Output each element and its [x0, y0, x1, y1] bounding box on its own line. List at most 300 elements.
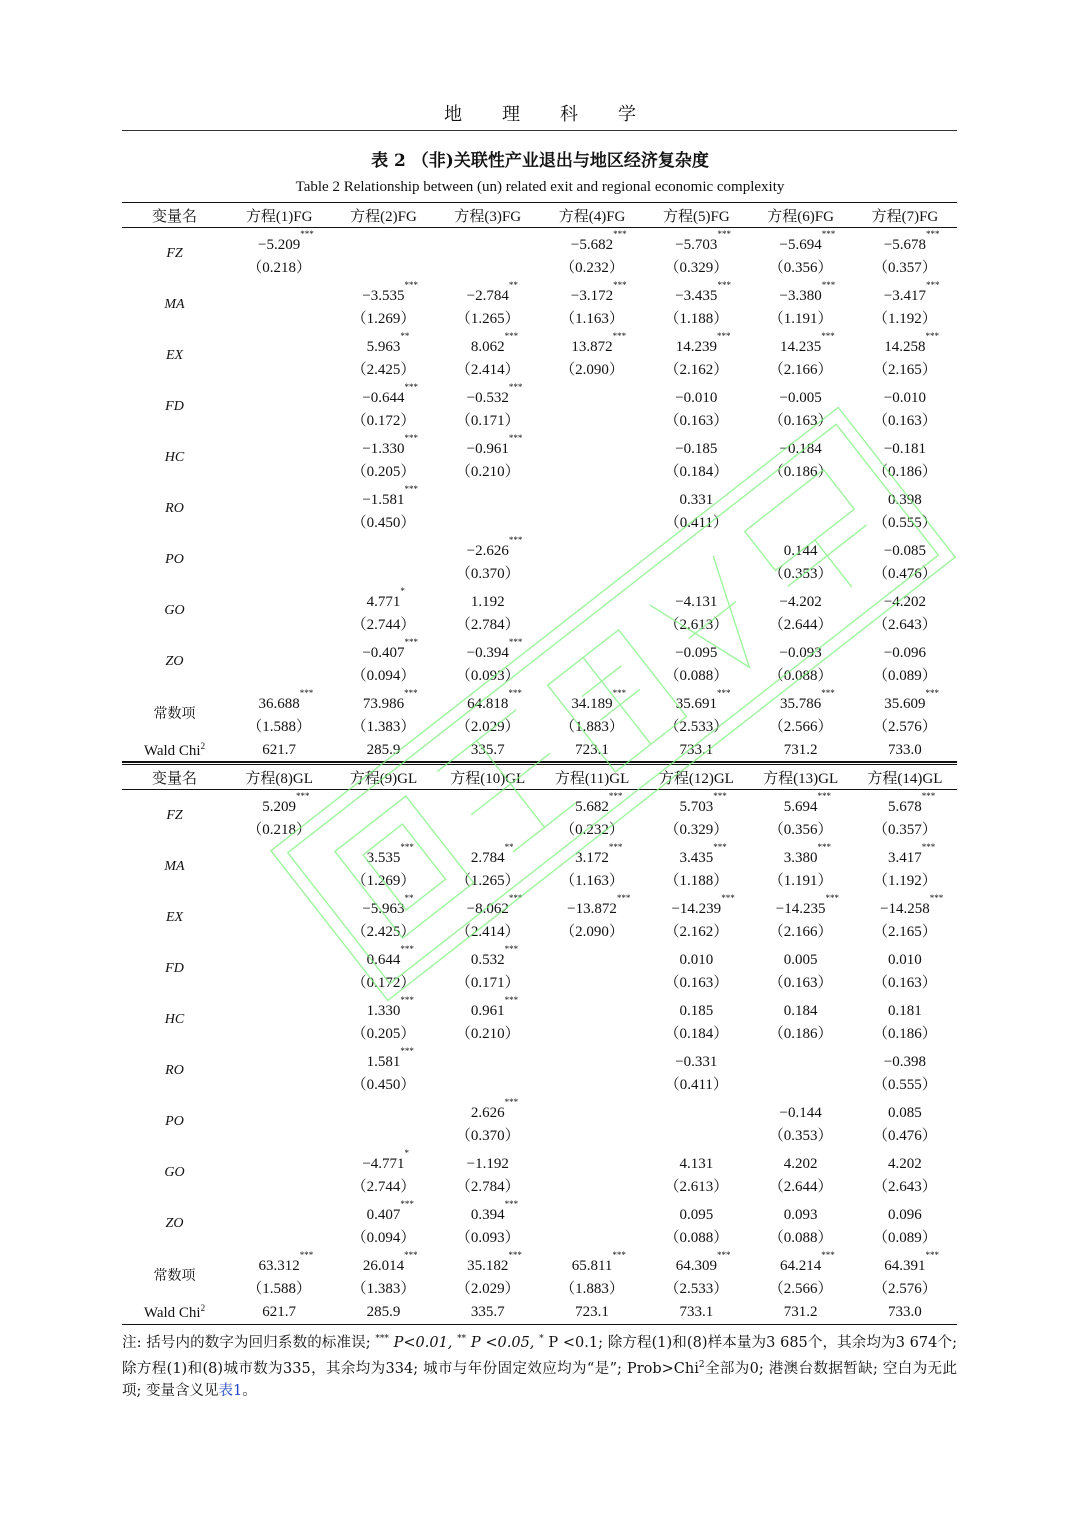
footnote-text: 全部为0; 港澳台数据暂缺; 空白为无此项; 变量含义见 — [122, 1360, 957, 1399]
coefficient-cell — [853, 279, 957, 305]
significance-stars: *** — [608, 791, 623, 801]
standard-error-cell: （2.162） — [664, 924, 729, 940]
standard-error-cell: （0.088） — [664, 1230, 729, 1246]
coefficient-cell — [227, 943, 331, 969]
footnote-sup: * — [539, 1334, 544, 1344]
coefficient-cell — [436, 483, 540, 509]
table-row — [122, 1147, 957, 1173]
standard-error-cell — [644, 1122, 748, 1147]
coefficient-value: 64.818 *** — [467, 688, 522, 712]
coefficient-cell — [436, 534, 540, 560]
coefficient-cell — [540, 381, 644, 407]
footnote-text: P<0.01, — [388, 1334, 458, 1351]
standard-error-cell: （2.613） — [664, 617, 729, 633]
standard-error-cell — [331, 1122, 435, 1147]
coefficient-cell — [644, 585, 748, 611]
standard-error-cell: （2.576） — [873, 719, 937, 735]
footnote-text: 。 — [242, 1382, 257, 1399]
coefficient-cell — [227, 687, 331, 713]
standard-error-cell: （1.883） — [560, 1281, 624, 1297]
standard-error-cell — [540, 611, 644, 636]
significance-stars: *** — [925, 331, 940, 341]
coefficient-cell — [436, 841, 540, 867]
wald-value: 335.7 — [470, 741, 505, 758]
significance-stars: *** — [504, 944, 519, 954]
coefficient-cell — [748, 1147, 852, 1173]
standard-error-cell — [227, 407, 331, 432]
coefficient-cell — [748, 994, 852, 1020]
significance-stars: ** — [508, 280, 518, 290]
standard-error-cell: （2.744） — [351, 1179, 416, 1195]
standard-error-cell: （2.566） — [768, 1281, 833, 1297]
coefficient-cell — [331, 534, 435, 560]
coefficient-value: −8.062 *** — [466, 893, 523, 917]
standard-error-cell: （2.029） — [455, 719, 520, 735]
coefficient-cell — [331, 1045, 435, 1071]
standard-error-cell: （2.166） — [768, 924, 833, 940]
table-row — [122, 611, 957, 636]
coefficient-cell — [644, 790, 748, 816]
standard-error-cell — [227, 969, 331, 994]
significance-stars: *** — [817, 791, 831, 801]
coefficient-cell — [644, 1249, 748, 1275]
standard-error-cell — [748, 1071, 852, 1096]
coefficient-value: −2.626 *** — [466, 535, 523, 559]
significance-stars: *** — [716, 331, 731, 341]
coefficient-cell — [436, 1249, 540, 1275]
standard-error-cell: （0.184） — [664, 464, 729, 480]
coefficient-cell — [644, 687, 748, 713]
standard-error-cell: （0.089） — [873, 668, 937, 684]
coefficient-cell — [540, 943, 644, 969]
coefficient-cell — [853, 1096, 957, 1122]
standard-error-cell: （0.088） — [768, 668, 833, 684]
significance-stars: *** — [504, 1199, 519, 1209]
significance-stars: *** — [613, 229, 627, 239]
coefficient-value: 5.963 ** — [366, 331, 410, 355]
standard-error-cell: （0.555） — [873, 1077, 937, 1093]
coefficient-value: 34.189 *** — [571, 688, 627, 712]
standard-error-cell — [227, 1122, 331, 1147]
coefficient-value: −3.535 *** — [362, 280, 419, 304]
wald-label-sup: 2 — [200, 1302, 206, 1313]
standard-error-cell — [436, 509, 540, 534]
standard-error-cell: （0.357） — [873, 822, 937, 838]
standard-error-cell: （0.370） — [455, 1128, 520, 1144]
table-row — [122, 534, 957, 560]
significance-stars: *** — [821, 280, 836, 290]
coefficient-cell — [540, 790, 644, 816]
coefficient-value: 5.209 *** — [262, 791, 310, 815]
coefficient-value: −3.417 *** — [883, 280, 940, 304]
standard-error-cell — [540, 1122, 644, 1147]
standard-error-cell: （2.644） — [768, 617, 833, 633]
coefficient-cell — [853, 943, 957, 969]
table-row — [122, 254, 957, 279]
coefficient-cell — [331, 1147, 435, 1173]
coefficient-cell — [748, 483, 852, 509]
coefficient-cell — [748, 1045, 852, 1071]
coefficient-value: 3.535 *** — [366, 842, 414, 866]
standard-error-cell: （1.191） — [768, 311, 833, 327]
wald-value: 621.7 — [262, 1303, 297, 1320]
standard-error-cell: （1.265） — [455, 873, 520, 889]
header-equation: 方程(2)FG — [331, 203, 435, 228]
variable-name: MA — [164, 858, 185, 874]
standard-error-cell — [227, 611, 331, 636]
coefficient-value: −0.093 — [779, 645, 822, 661]
coefficient-cell — [748, 1198, 852, 1224]
standard-error-cell: （2.566） — [768, 719, 833, 735]
standard-error-cell: （0.476） — [873, 1128, 937, 1144]
coefficient-value: −0.144 — [779, 1105, 822, 1121]
significance-stars: *** — [612, 688, 627, 698]
coefficient-value: −14.258 *** — [880, 893, 944, 917]
standard-error-cell — [540, 1224, 644, 1249]
wald-value: 733.0 — [888, 1303, 922, 1320]
standard-error-cell: （1.383） — [351, 719, 416, 735]
coefficient-value: −0.085 — [883, 543, 927, 559]
coefficient-cell — [540, 228, 644, 255]
coefficient-value: 5.678 *** — [888, 791, 936, 815]
table-row — [122, 1045, 957, 1071]
significance-stars: *** — [921, 842, 936, 852]
coefficient-value: −4.202 — [779, 594, 822, 610]
significance-stars: *** — [504, 1097, 519, 1107]
table-fg-header — [122, 203, 957, 228]
coefficient-cell — [748, 381, 852, 407]
coefficient-value: 1.192 — [470, 594, 505, 610]
coefficient-cell — [644, 994, 748, 1020]
coefficient-value: 36.688 *** — [258, 688, 314, 712]
standard-error-cell: （0.186） — [873, 464, 937, 480]
variable-name: RO — [165, 500, 184, 516]
coefficient-cell — [853, 1045, 957, 1071]
coefficient-cell — [644, 1147, 748, 1173]
standard-error-cell: （0.093） — [455, 668, 520, 684]
coefficient-cell — [644, 432, 748, 458]
significance-stars: *** — [404, 1250, 418, 1260]
significance-stars: * — [400, 586, 405, 596]
standard-error-cell: （2.165） — [873, 362, 937, 378]
footnote-sup: 2 — [698, 1359, 705, 1370]
table-row — [122, 1122, 957, 1147]
footnote-sup: ** — [457, 1334, 467, 1344]
significance-stars: *** — [821, 229, 836, 239]
standard-error-cell: （2.425） — [351, 924, 416, 940]
coefficient-cell — [644, 943, 748, 969]
table-row — [122, 892, 957, 918]
wald-row — [122, 1300, 957, 1325]
coefficient-value: 3.435 *** — [679, 842, 727, 866]
variable-name: EX — [165, 347, 184, 363]
coefficient-value: 35.609 *** — [884, 688, 940, 712]
coefficient-cell — [853, 994, 957, 1020]
coefficient-cell — [540, 636, 644, 662]
significance-stars: *** — [400, 995, 414, 1005]
coefficient-value: 2.784 ** — [470, 842, 514, 866]
coefficient-cell — [644, 636, 748, 662]
coefficient-cell — [331, 790, 435, 816]
significance-stars: *** — [508, 382, 523, 392]
variable-name: FZ — [166, 245, 183, 261]
coefficient-cell — [436, 636, 540, 662]
standard-error-cell: （0.232） — [560, 822, 624, 838]
coefficient-cell — [436, 330, 540, 356]
significance-stars: *** — [400, 1199, 414, 1209]
significance-stars: *** — [404, 280, 419, 290]
coefficient-value: −4.131 — [675, 594, 718, 610]
significance-stars: *** — [717, 280, 731, 290]
header-equation: 方程(1)FG — [227, 203, 331, 228]
coefficient-value: 35.786 *** — [780, 688, 835, 712]
standard-error-cell — [227, 560, 331, 585]
significance-stars: *** — [508, 535, 523, 545]
standard-error-cell: （1.188） — [664, 873, 729, 889]
standard-error-cell: （0.172） — [351, 413, 416, 429]
coefficient-cell — [436, 585, 540, 611]
standard-error-cell: （0.411） — [664, 515, 728, 531]
wald-value: 731.2 — [783, 741, 818, 758]
coefficient-value: 3.417 *** — [888, 842, 936, 866]
coefficient-cell — [644, 381, 748, 407]
standard-error-cell: （0.094） — [351, 668, 416, 684]
coefficient-cell — [227, 892, 331, 918]
standard-error-cell: （1.883） — [560, 719, 624, 735]
standard-error-cell: （0.218） — [247, 260, 312, 276]
standard-error-cell: （0.555） — [873, 515, 937, 531]
standard-error-cell: （1.163） — [560, 311, 624, 327]
coefficient-cell — [748, 892, 852, 918]
coefficient-cell — [436, 228, 540, 255]
wald-label — [122, 738, 227, 763]
coefficient-value: 2.626 *** — [470, 1097, 519, 1121]
coefficient-cell — [436, 381, 540, 407]
standard-error-cell: （1.269） — [351, 311, 416, 327]
significance-stars: *** — [504, 331, 519, 341]
standard-error-cell — [227, 1071, 331, 1096]
standard-error-cell: （1.383） — [351, 1281, 416, 1297]
coefficient-cell — [331, 279, 435, 305]
standard-error-cell — [540, 509, 644, 534]
standard-error-cell: （0.093） — [455, 1230, 520, 1246]
standard-error-cell: （0.476） — [873, 566, 937, 582]
standard-error-cell: （0.171） — [455, 413, 520, 429]
coefficient-cell — [748, 228, 852, 255]
table1-link[interactable]: 表1 — [218, 1382, 243, 1399]
coefficient-value: 4.131 — [679, 1156, 714, 1172]
standard-error-cell: （2.744） — [351, 617, 416, 633]
coefficient-value: 0.010 — [679, 952, 714, 968]
table-row — [122, 1224, 957, 1249]
standard-error-cell: （0.163） — [873, 413, 937, 429]
table-title-en: Table 2 Relationship between (un) related exit and regional economic complexity — [295, 179, 785, 195]
coefficient-cell — [853, 1198, 957, 1224]
table-row — [122, 994, 957, 1020]
variable-name: ZO — [165, 1215, 184, 1231]
standard-error-cell: （0.094） — [351, 1230, 416, 1246]
coefficient-value: 3.172 *** — [575, 842, 623, 866]
coefficient-cell — [540, 1096, 644, 1122]
table-row — [122, 687, 957, 713]
standard-error-cell: （1.163） — [560, 873, 624, 889]
standard-error-cell: （1.265） — [455, 311, 520, 327]
table-row — [122, 1071, 957, 1096]
standard-error-cell — [227, 305, 331, 330]
standard-error-cell: （0.186） — [768, 464, 833, 480]
header-equation: 方程(6)FG — [748, 203, 852, 228]
wald-label-text: Wald Chi — [143, 742, 201, 759]
standard-error-cell: （1.192） — [873, 311, 937, 327]
coefficient-value: 65.811 *** — [571, 1250, 626, 1274]
coefficient-cell — [436, 1096, 540, 1122]
coefficient-cell — [540, 1249, 644, 1275]
coefficient-cell — [436, 1045, 540, 1071]
significance-stars: * — [404, 1148, 410, 1158]
standard-error-cell: （0.186） — [873, 1026, 937, 1042]
coefficient-value: −0.394 *** — [466, 637, 523, 661]
standard-error-cell: （1.188） — [664, 311, 729, 327]
significance-stars: *** — [404, 484, 419, 494]
table-row — [122, 943, 957, 969]
coefficient-cell — [853, 1147, 957, 1173]
significance-stars: *** — [404, 637, 419, 647]
standard-error-cell — [540, 407, 644, 432]
coefficient-value: 4.202 — [888, 1156, 922, 1172]
significance-stars: *** — [400, 944, 414, 954]
coefficient-value: 0.096 — [888, 1207, 922, 1223]
header-variable: 变量名 — [122, 765, 227, 790]
coefficient-cell — [748, 330, 852, 356]
table-row — [122, 1275, 957, 1300]
coefficient-cell — [227, 432, 331, 458]
coefficient-cell — [748, 790, 852, 816]
coefficient-cell — [853, 534, 957, 560]
coefficient-cell — [436, 1198, 540, 1224]
standard-error-cell: （0.450） — [351, 1077, 416, 1093]
significance-stars: *** — [299, 688, 314, 698]
standard-error-cell — [748, 509, 852, 534]
coefficient-cell — [540, 1198, 644, 1224]
coefficient-cell — [331, 483, 435, 509]
standard-error-cell — [331, 254, 435, 279]
footnote-sup: *** — [375, 1334, 389, 1344]
standard-error-cell: （1.269） — [351, 873, 416, 889]
table-row — [122, 1249, 957, 1275]
header-equation: 方程(7)FG — [853, 203, 957, 228]
significance-stars: *** — [400, 842, 414, 852]
coefficient-cell — [853, 432, 957, 458]
standard-error-cell: （1.191） — [768, 873, 833, 889]
standard-error-cell — [540, 1173, 644, 1198]
table-row — [122, 483, 957, 509]
significance-stars: *** — [508, 1250, 522, 1260]
standard-error-cell: （1.588） — [247, 719, 312, 735]
standard-error-cell — [227, 918, 331, 943]
coefficient-cell — [644, 1096, 748, 1122]
header-equation: 方程(9)GL — [331, 765, 435, 790]
coefficient-cell — [540, 687, 644, 713]
coefficient-cell — [644, 841, 748, 867]
coefficient-cell — [227, 790, 331, 816]
coefficient-cell — [853, 892, 957, 918]
coefficient-value: 0.184 — [783, 1003, 818, 1019]
table-row — [122, 841, 957, 867]
coefficient-cell — [748, 636, 852, 662]
coefficient-cell — [331, 994, 435, 1020]
significance-stars: *** — [926, 280, 940, 290]
coefficient-cell — [227, 534, 331, 560]
standard-error-cell: （0.088） — [664, 668, 729, 684]
coefficient-value: −2.784 ** — [466, 280, 518, 304]
table-row — [122, 1198, 957, 1224]
table-row — [122, 918, 957, 943]
regression-table-gl — [122, 764, 957, 1325]
header-equation: 方程(11)GL — [540, 765, 644, 790]
coefficient-cell — [436, 892, 540, 918]
coefficient-cell — [853, 330, 957, 356]
standard-error-cell — [540, 662, 644, 687]
coefficient-cell — [644, 483, 748, 509]
wald-row — [122, 738, 957, 763]
standard-error-cell: （0.353） — [768, 566, 833, 582]
coefficient-value: 0.185 — [679, 1003, 714, 1019]
coefficient-cell — [331, 1198, 435, 1224]
table-gl-header — [122, 765, 957, 790]
footnote-text: P <0.05, — [466, 1334, 540, 1351]
variable-name: 常数项 — [153, 1268, 196, 1284]
coefficient-value: 5.703 *** — [679, 791, 727, 815]
variable-name: 常数项 — [153, 706, 196, 722]
coefficient-cell — [540, 483, 644, 509]
coefficient-cell — [540, 892, 644, 918]
significance-stars: *** — [608, 842, 623, 852]
significance-stars: *** — [300, 229, 314, 239]
coefficient-cell — [853, 636, 957, 662]
header-equation: 方程(5)FG — [644, 203, 748, 228]
table-title-cn: 表 2 （非)关联性产业退出与地区经济复杂度 — [371, 151, 709, 171]
table-row — [122, 407, 957, 432]
coefficient-value: −1.581 *** — [362, 484, 419, 508]
coefficient-value: −5.694 *** — [779, 229, 836, 253]
standard-error-cell: （2.576） — [873, 1281, 937, 1297]
standard-error-cell: （0.205） — [351, 464, 416, 480]
wald-label-sup: 2 — [200, 740, 206, 751]
header-equation: 方程(10)GL — [436, 765, 540, 790]
header-rule — [122, 130, 957, 131]
coefficient-cell — [540, 585, 644, 611]
table-row — [122, 228, 957, 255]
standard-error-cell: （0.450） — [351, 515, 416, 531]
coefficient-cell — [331, 330, 435, 356]
coefficient-value: 26.014 *** — [362, 1250, 418, 1274]
significance-stars: *** — [716, 688, 731, 698]
coefficient-value: −4.202 — [883, 594, 927, 610]
significance-stars: *** — [929, 893, 944, 903]
standard-error-cell: （2.613） — [664, 1179, 729, 1195]
table-row — [122, 356, 957, 381]
coefficient-value: 63.312 *** — [258, 1250, 314, 1274]
coefficient-cell — [227, 994, 331, 1020]
significance-stars: *** — [404, 688, 418, 698]
significance-stars: *** — [717, 229, 731, 239]
table-row — [122, 1020, 957, 1045]
header-equation: 方程(3)FG — [436, 203, 540, 228]
coefficient-value: 0.398 — [888, 492, 922, 508]
coefficient-cell — [227, 1198, 331, 1224]
standard-error-cell: （0.353） — [768, 1128, 833, 1144]
coefficient-value: −5.678 *** — [883, 229, 940, 253]
